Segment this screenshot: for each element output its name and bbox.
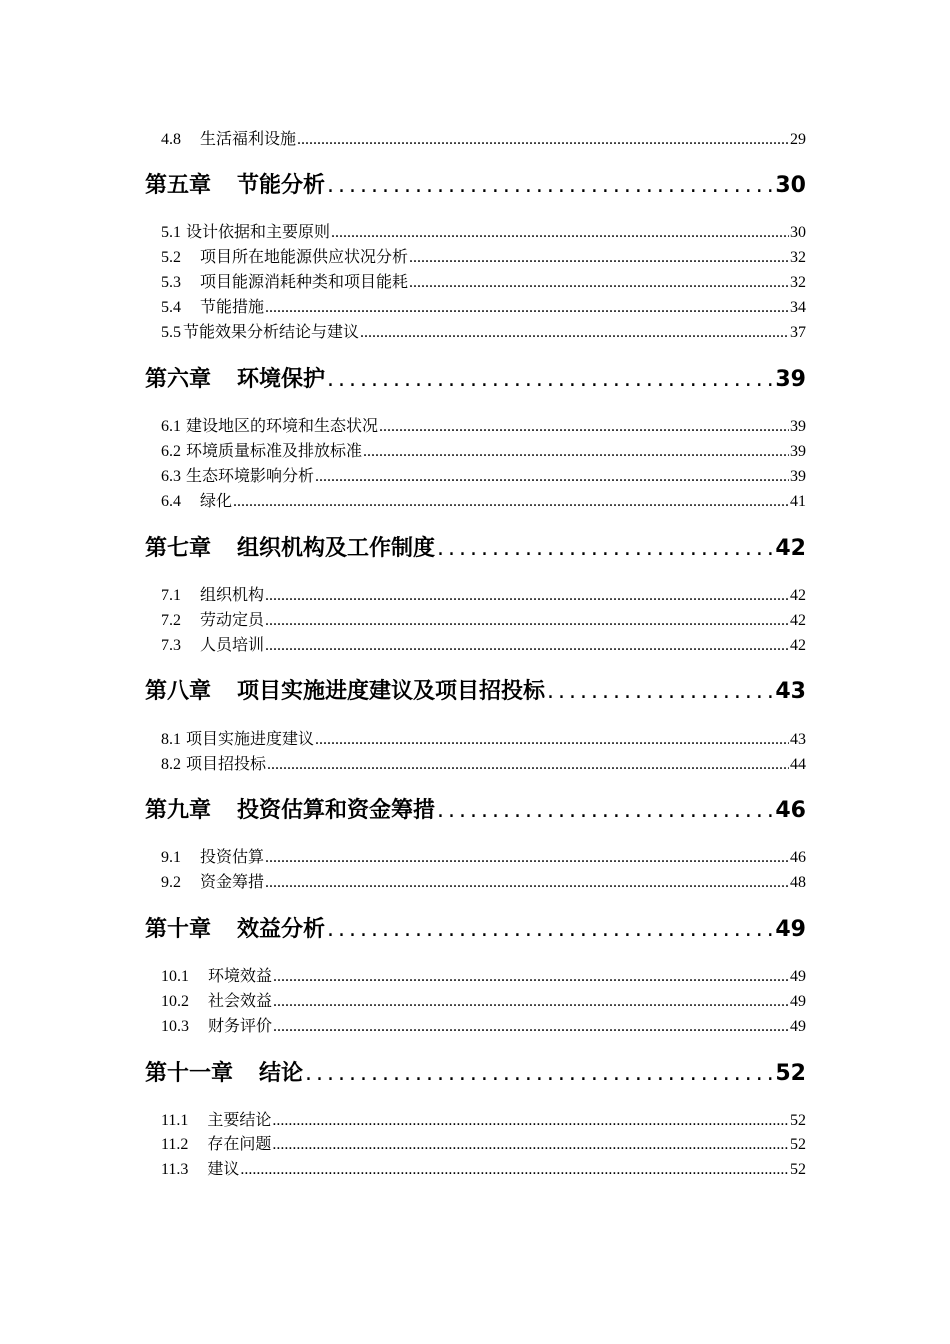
toc-entry-title: 节能效果分析结论与建议 bbox=[183, 324, 360, 341]
toc-entry-5-3[interactable] bbox=[145, 269, 806, 291]
toc-entry-page: 44 bbox=[790, 756, 806, 773]
leader-dots bbox=[233, 493, 789, 511]
toc-entry-number: 11.3 bbox=[161, 1161, 189, 1178]
chapter-label: 第七章 bbox=[145, 536, 212, 561]
chapter-label: 第六章 bbox=[145, 367, 212, 392]
toc-entry-title: 投资估算 bbox=[200, 849, 265, 866]
leader-dots bbox=[409, 249, 789, 267]
toc-entry-title: 项目实施进度建议 bbox=[186, 731, 315, 748]
toc-entry-page: 29 bbox=[790, 131, 806, 148]
toc-entry-number: 9.2 bbox=[161, 874, 181, 891]
toc-entry-number: 6.4 bbox=[161, 493, 181, 510]
leader-dots bbox=[315, 468, 789, 486]
toc-entry-number: 11.2 bbox=[161, 1136, 189, 1153]
chapter-page: 43 bbox=[775, 679, 806, 704]
toc-entry-9-2[interactable] bbox=[145, 869, 806, 891]
toc-entry-title: 存在问题 bbox=[207, 1136, 272, 1153]
toc-entry-6-2[interactable] bbox=[145, 438, 806, 460]
toc-entry-number: 5.2 bbox=[161, 249, 181, 266]
toc-entry-page: 39 bbox=[790, 443, 806, 460]
toc-entry-title: 劳动定员 bbox=[200, 612, 265, 629]
toc-entry-5-1[interactable] bbox=[145, 219, 806, 241]
leader-dots bbox=[315, 731, 789, 749]
toc-entry-8-1[interactable] bbox=[145, 726, 806, 748]
leader-dots bbox=[547, 679, 773, 704]
toc-entry-page: 42 bbox=[790, 637, 806, 654]
toc-entry-number: 10.2 bbox=[161, 993, 189, 1010]
toc-entry-5-2[interactable] bbox=[145, 244, 806, 266]
toc-entry-number: 8.1 bbox=[161, 731, 181, 748]
chapter-page: 30 bbox=[775, 173, 806, 198]
toc-entry-number: 10.3 bbox=[161, 1018, 189, 1035]
chapter-title: 项目实施进度建议及项目招投标 bbox=[237, 679, 546, 704]
leader-dots bbox=[273, 1018, 789, 1036]
toc-chapter-5[interactable] bbox=[145, 168, 806, 198]
toc-entry-number: 7.1 bbox=[161, 587, 181, 604]
toc-entry-number: 6.3 bbox=[161, 468, 181, 485]
toc-entry-number: 5.4 bbox=[161, 299, 181, 316]
toc-entry-page: 34 bbox=[790, 299, 806, 316]
toc-entry-page: 42 bbox=[790, 612, 806, 629]
toc-entry-title: 社会效益 bbox=[208, 993, 273, 1010]
toc-entry-page: 39 bbox=[790, 468, 806, 485]
chapter-title: 投资估算和资金筹措 bbox=[237, 798, 436, 823]
leader-dots bbox=[327, 367, 773, 392]
chapter-title: 节能分析 bbox=[237, 173, 326, 198]
leader-dots bbox=[305, 1061, 773, 1086]
chapter-page: 46 bbox=[775, 798, 806, 823]
toc-entry-number: 11.1 bbox=[161, 1112, 189, 1129]
toc-entry-page: 46 bbox=[790, 849, 806, 866]
toc-entry-number: 4.8 bbox=[161, 131, 181, 148]
toc-entry-title: 项目所在地能源供应状况分析 bbox=[200, 249, 409, 266]
toc-entry-number: 9.1 bbox=[161, 849, 181, 866]
leader-dots bbox=[272, 1112, 789, 1130]
leader-dots bbox=[331, 224, 789, 242]
leader-dots bbox=[363, 443, 789, 461]
toc-entry-title: 组织机构 bbox=[200, 587, 265, 604]
leader-dots bbox=[265, 849, 789, 867]
toc-entry-6-4[interactable] bbox=[145, 488, 806, 510]
toc-entry-7-1[interactable] bbox=[145, 582, 806, 604]
toc-entry-10-3[interactable] bbox=[145, 1013, 806, 1035]
chapter-page: 49 bbox=[775, 917, 806, 942]
toc-entry-page: 52 bbox=[790, 1112, 806, 1129]
leader-dots bbox=[327, 917, 773, 942]
toc-entry-title: 项目能源消耗种类和项目能耗 bbox=[200, 274, 409, 291]
chapter-page: 39 bbox=[775, 367, 806, 392]
toc-entry-number: 6.2 bbox=[161, 443, 181, 460]
toc-entry-7-3[interactable] bbox=[145, 632, 806, 654]
chapter-page: 52 bbox=[775, 1061, 806, 1086]
leader-dots bbox=[273, 993, 789, 1011]
leader-dots bbox=[379, 418, 789, 436]
leader-dots bbox=[409, 274, 789, 292]
toc-entry-9-1[interactable] bbox=[145, 844, 806, 866]
leader-dots bbox=[267, 756, 789, 774]
chapter-label: 第九章 bbox=[145, 798, 212, 823]
chapter-label: 第五章 bbox=[145, 173, 212, 198]
toc-entry-title: 建议 bbox=[207, 1161, 240, 1178]
toc-entry-page: 32 bbox=[790, 274, 806, 291]
toc-entry-title: 主要结论 bbox=[207, 1112, 272, 1129]
toc-entry-5-4[interactable] bbox=[145, 294, 806, 316]
toc-entry-5-5[interactable] bbox=[145, 319, 806, 341]
toc-entry-10-1[interactable] bbox=[145, 963, 806, 985]
chapter-label: 第八章 bbox=[145, 679, 212, 704]
toc-entry-page: 42 bbox=[790, 587, 806, 604]
toc-entry-number: 7.3 bbox=[161, 637, 181, 654]
leader-dots bbox=[273, 968, 789, 986]
chapter-title: 组织机构及工作制度 bbox=[237, 536, 436, 561]
chapter-label: 第十一章 bbox=[145, 1061, 234, 1086]
toc-entry-page: 30 bbox=[790, 224, 806, 241]
leader-dots bbox=[327, 173, 773, 198]
toc-chapter-7[interactable] bbox=[145, 531, 806, 561]
toc-entry-page: 48 bbox=[790, 874, 806, 891]
leader-dots bbox=[265, 612, 789, 630]
toc-entry-page: 52 bbox=[790, 1136, 806, 1153]
toc-chapter-6[interactable] bbox=[145, 362, 806, 392]
toc-entry-page: 49 bbox=[790, 993, 806, 1010]
chapter-title: 结论 bbox=[259, 1061, 304, 1086]
chapter-page: 42 bbox=[775, 536, 806, 561]
toc-entry-number: 5.3 bbox=[161, 274, 181, 291]
toc-entry-page: 52 bbox=[790, 1161, 806, 1178]
toc-entry-page: 49 bbox=[790, 968, 806, 985]
chapter-title: 环境保护 bbox=[237, 367, 326, 392]
leader-dots bbox=[265, 587, 789, 605]
toc-entry-title: 人员培训 bbox=[200, 637, 265, 654]
toc-chapter-11[interactable] bbox=[145, 1056, 806, 1086]
toc-entry-title: 生态环境影响分析 bbox=[186, 468, 315, 485]
toc-entry-number: 6.1 bbox=[161, 418, 181, 435]
toc-entry-number: 10.1 bbox=[161, 968, 189, 985]
toc-entry-10-2[interactable] bbox=[145, 988, 806, 1010]
leader-dots bbox=[240, 1161, 789, 1179]
toc-entry-11-1[interactable] bbox=[145, 1107, 806, 1129]
toc-entry-number: 8.2 bbox=[161, 756, 181, 773]
toc-entry-page: 37 bbox=[790, 324, 806, 341]
leader-dots bbox=[265, 637, 789, 655]
toc-entry-page: 43 bbox=[790, 731, 806, 748]
leader-dots bbox=[360, 324, 789, 342]
toc-entry-number: 7.2 bbox=[161, 612, 181, 629]
toc-entry-title: 建设地区的环境和生态状况 bbox=[186, 418, 379, 435]
toc-chapter-10[interactable] bbox=[145, 912, 806, 942]
toc-entry-page: 32 bbox=[790, 249, 806, 266]
toc-chapter-9[interactable] bbox=[145, 793, 806, 823]
leader-dots bbox=[265, 874, 789, 892]
leader-dots bbox=[297, 131, 789, 149]
toc-entry-8-2[interactable] bbox=[145, 751, 806, 773]
leader-dots bbox=[437, 536, 773, 561]
leader-dots bbox=[265, 299, 789, 317]
toc-entry-page: 39 bbox=[790, 418, 806, 435]
toc-entry-6-1[interactable] bbox=[145, 413, 806, 435]
chapter-title: 效益分析 bbox=[237, 917, 326, 942]
toc-entry-number: 5.1 bbox=[161, 224, 181, 241]
toc-entry-title: 环境质量标准及排放标准 bbox=[186, 443, 363, 460]
leader-dots bbox=[437, 798, 773, 823]
toc-entry-title: 财务评价 bbox=[208, 1018, 273, 1035]
toc-entry-11-3[interactable] bbox=[145, 1156, 806, 1178]
toc-entry-page: 41 bbox=[790, 493, 806, 510]
toc-entry-4-8[interactable] bbox=[145, 126, 806, 148]
toc-entry-11-2[interactable] bbox=[145, 1131, 806, 1153]
toc-entry-6-3[interactable] bbox=[145, 463, 806, 485]
toc-entry-title: 设计依据和主要原则 bbox=[186, 224, 331, 241]
toc-entry-title: 项目招投标 bbox=[186, 756, 267, 773]
chapter-label: 第十章 bbox=[145, 917, 212, 942]
toc-chapter-8[interactable] bbox=[145, 674, 806, 704]
toc-entry-number: 5.5 bbox=[161, 324, 181, 341]
toc-entry-title: 节能措施 bbox=[200, 299, 265, 316]
toc-entry-title: 绿化 bbox=[200, 493, 233, 510]
toc-entry-title: 生活福利设施 bbox=[200, 131, 297, 148]
toc-entry-page: 49 bbox=[790, 1018, 806, 1035]
toc-entry-7-2[interactable] bbox=[145, 607, 806, 629]
toc-entry-title: 资金筹措 bbox=[200, 874, 265, 891]
toc-entry-title: 环境效益 bbox=[208, 968, 273, 985]
leader-dots bbox=[272, 1136, 789, 1154]
